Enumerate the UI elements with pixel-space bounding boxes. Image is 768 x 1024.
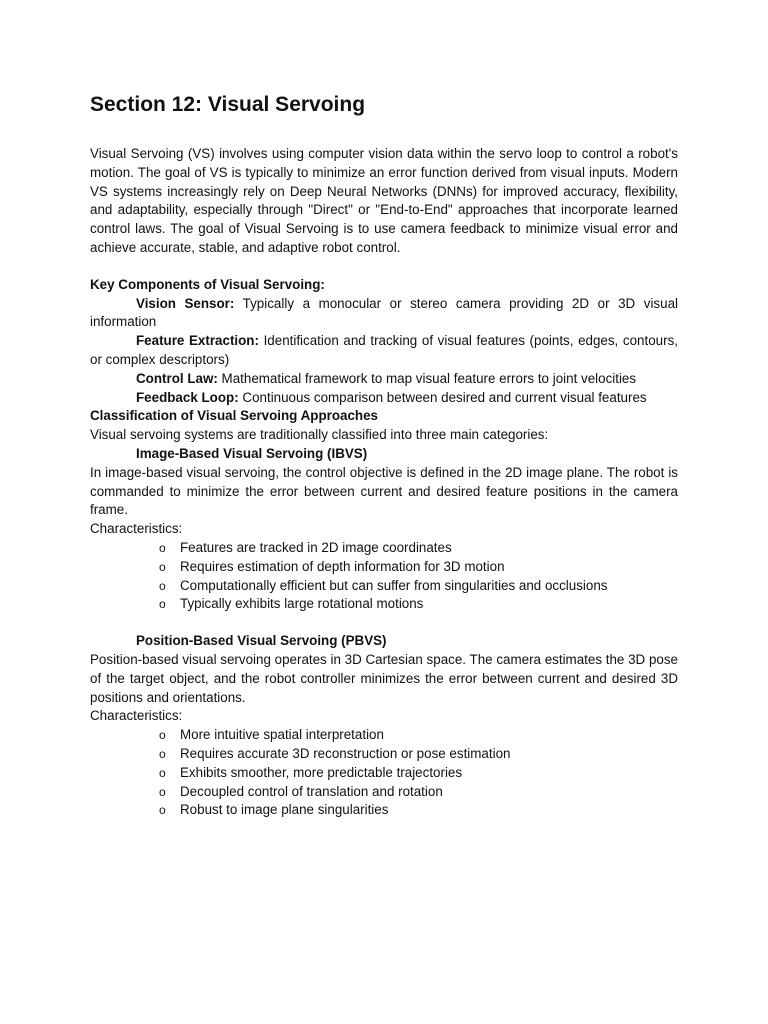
component-term: Feature Extraction: <box>136 333 259 349</box>
list-item: o Typically exhibits large rotational motions <box>90 595 678 614</box>
bullet-icon: o <box>159 597 166 612</box>
list-item: o Decoupled control of translation and rotation <box>90 783 678 802</box>
key-components-heading: Key Components of Visual Servoing: <box>90 276 325 292</box>
list-item: o Requires accurate 3D reconstruction or pose estimation <box>90 745 678 764</box>
section-title: Section 12: Visual Servoing <box>90 93 366 116</box>
list-item: o Requires estimation of depth information for 3D motion <box>90 558 678 577</box>
component-desc: Mathematical framework to map visual feature errors to joint velocities <box>217 370 637 386</box>
list-item: o More intuitive spatial interpretation <box>90 726 678 745</box>
component-desc: Continuous comparison between desired and current visual features <box>238 389 647 405</box>
bullet-icon: o <box>159 728 166 743</box>
pbvs-paragraph: Position-based visual servoing operates in 3D Cartesian space. The camera estimates the 3D pose of the target object, and the robot controller minimizes the error between current and desired 3D positions and orientations. <box>90 651 678 705</box>
bullet-icon: o <box>159 765 166 780</box>
bullet-icon: o <box>159 803 166 818</box>
bullet-icon: o <box>159 746 166 761</box>
list-item: o Robust to image plane singularities <box>90 801 678 820</box>
document-body <box>90 92 678 820</box>
list-item: o Computationally efficient but can suffer from singularities and occlusions <box>90 577 678 596</box>
component-item <box>90 332 678 370</box>
ibvs-paragraph: In image-based visual servoing, the control objective is defined in the 2D image plane. The robot is commanded to minimize the error between current and desired feature positions in the camera frame. <box>90 464 678 518</box>
spacer <box>90 614 678 632</box>
pbvs-heading: Position-Based Visual Servoing (PBVS) <box>136 633 387 649</box>
bullet-icon: o <box>159 578 166 593</box>
key-components-list <box>90 295 678 408</box>
intro-paragraph: Visual Servoing (VS) involves using computer vision data within the servo loop to control a robot's motion. The goal of VS is typically to minimize an error function derived from visual inputs. Modern VS systems increasingly rely on Deep Neural Networks (DNNs) for improved accuracy, flexibility, and adaptability, especially through "Direct" or "End-to-End" approaches that incorporate learned control laws. The goal of Visual Servoing is to use camera feedback to minimize visual error and achieve accurate, stable, and adaptive robot control. <box>90 146 678 255</box>
component-desc: Typically a monocular or stereo camera providing 2D or 3D visual information <box>90 295 678 330</box>
pbvs-characteristics-label: Characteristics: <box>90 708 183 724</box>
component-desc: Identification and tracking of visual features (points, edges, contours, or complex descriptors) <box>90 333 678 367</box>
classification-heading: Classification of Visual Servoing Approaches <box>90 408 378 424</box>
component-term: Feedback Loop: <box>136 389 239 405</box>
component-term: Control Law: <box>136 370 218 386</box>
bullet-icon: o <box>159 540 166 555</box>
ibvs-characteristics-label: Characteristics: <box>90 521 183 537</box>
list-item: o Features are tracked in 2D image coordinates <box>90 539 678 558</box>
bullet-icon: o <box>159 559 166 574</box>
component-item <box>90 295 678 333</box>
component-item <box>90 370 678 389</box>
bullet-icon: o <box>159 784 166 799</box>
ibvs-characteristics-list <box>90 539 678 614</box>
ibvs-heading: Image-Based Visual Servoing (IBVS) <box>136 445 368 461</box>
list-item: o Exhibits smoother, more predictable trajectories <box>90 764 678 783</box>
component-item <box>90 389 678 408</box>
pbvs-characteristics-list <box>90 726 678 820</box>
classification-text: Visual servoing systems are traditionally classified into three main categories: <box>90 427 549 443</box>
component-term: Vision Sensor: <box>136 295 235 311</box>
